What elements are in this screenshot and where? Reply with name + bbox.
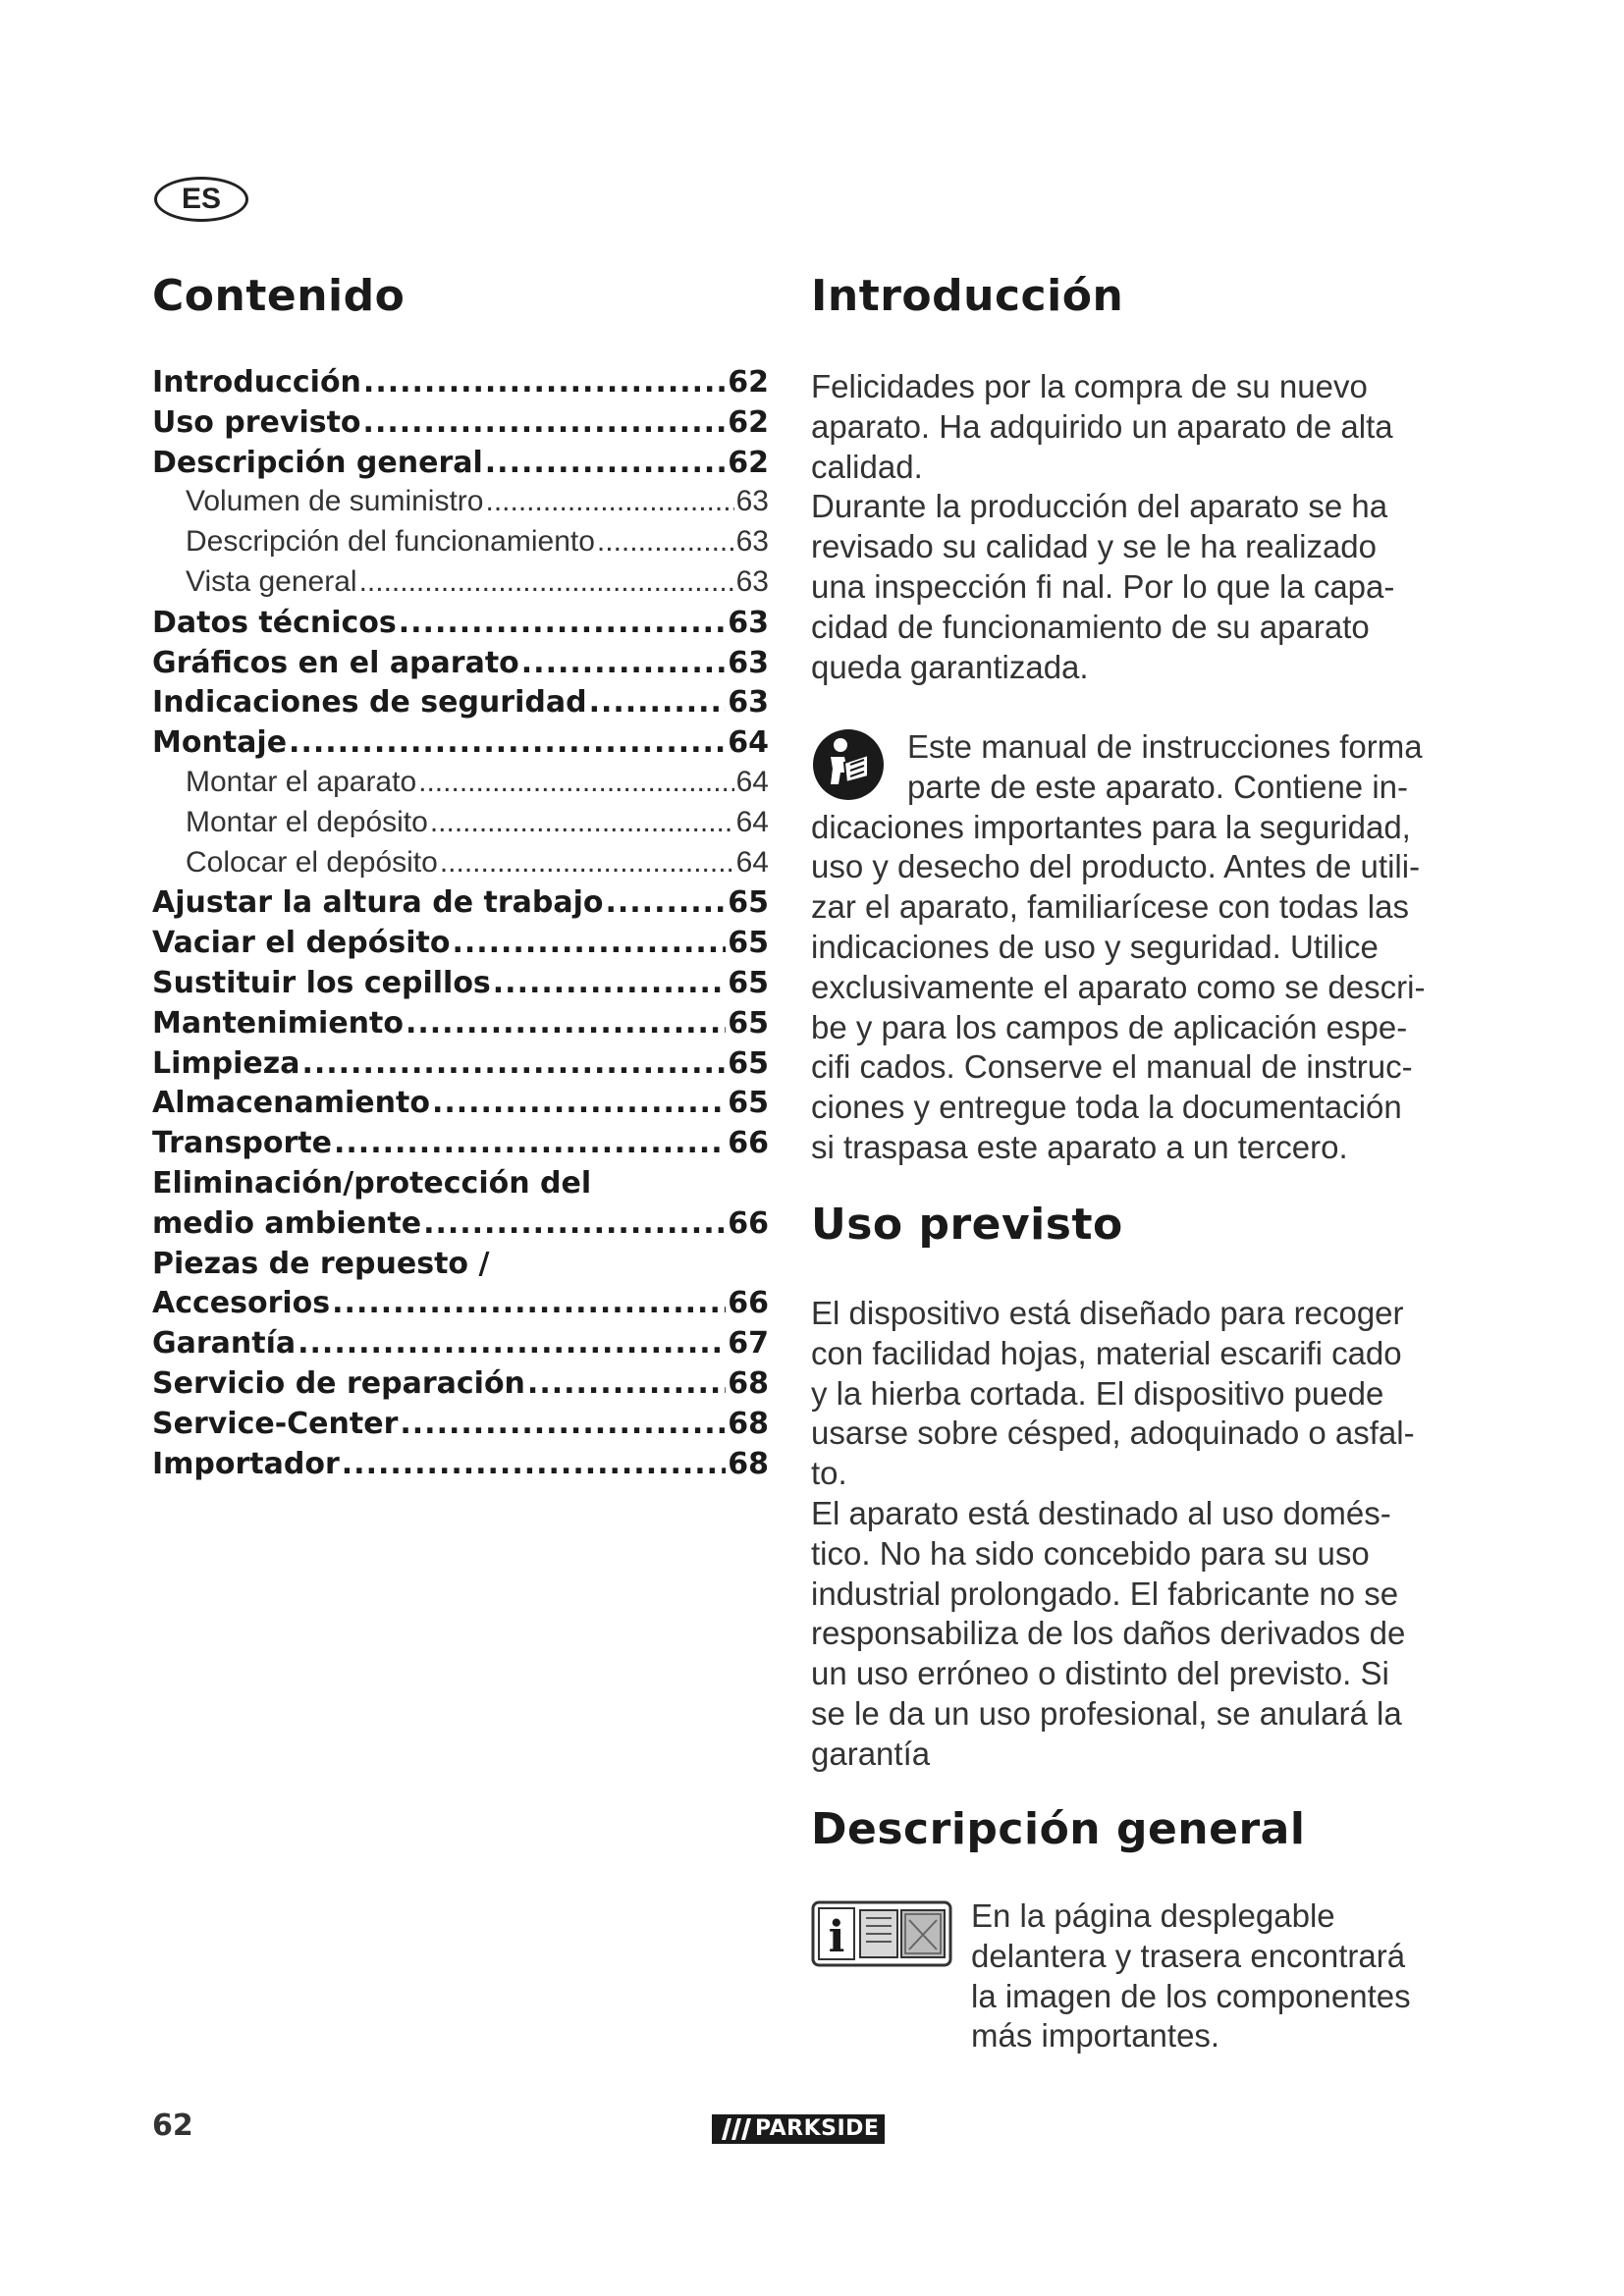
- toc-leader-dots: [521, 646, 726, 680]
- text-line: Este manual de instrucciones forma: [907, 728, 1423, 765]
- text-line: zar el aparato, familiarícese con todas las: [811, 888, 1409, 926]
- text-line: dicaciones importantes para la seguridad,: [811, 808, 1411, 845]
- toc-entry-label: Montar el depósito: [186, 805, 428, 838]
- toc-entry-label: medio ambiente: [152, 1205, 422, 1241]
- text-line: to.: [811, 1455, 847, 1492]
- brand-name: PARKSIDE: [755, 2116, 880, 2141]
- toc-entry-label: Piezas de repuesto /: [152, 1246, 490, 1281]
- toc-entry-page: 66: [728, 1205, 769, 1241]
- toc-entry[interactable]: [152, 926, 769, 966]
- text-line: si traspasa este aparato a un tercero.: [811, 1128, 1348, 1165]
- text-line: calidad.: [811, 448, 923, 485]
- table-of-contents: [152, 365, 769, 1486]
- toc-entry-page: 64: [735, 845, 769, 879]
- toc-entry[interactable]: [152, 725, 769, 766]
- toc-entry[interactable]: [152, 1126, 769, 1166]
- toc-leader-dots: [527, 1366, 726, 1401]
- toc-leader-dots: [597, 525, 734, 559]
- toc-entry[interactable]: [152, 485, 769, 525]
- text-line: responsabiliza de los daños derivados de: [811, 1615, 1406, 1652]
- toc-entry[interactable]: [152, 525, 769, 565]
- toc-entry-label: Vista general: [186, 564, 357, 598]
- toc-entry[interactable]: [152, 806, 769, 846]
- text-line: El dispositivo está diseñado para recoger: [811, 1295, 1404, 1331]
- text-line: delantera y trasera encontrará: [971, 1937, 1406, 1974]
- text-line: En la página desplegable: [971, 1897, 1335, 1934]
- toc-entry-label: Almacenamiento: [152, 1086, 430, 1121]
- text-line: garantía: [811, 1735, 931, 1772]
- text-line: uso y desecho del producto. Antes de utili-: [811, 848, 1421, 885]
- introduccion-paragraph: [811, 367, 1439, 687]
- toc-entry[interactable]: [152, 1447, 769, 1487]
- toc-entry-page: 65: [728, 1005, 769, 1041]
- toc-leader-dots: [452, 926, 726, 960]
- page-number: 62: [152, 2109, 193, 2143]
- toc-leader-dots: [298, 1326, 726, 1361]
- text-line: un uso erróneo o distinto del previsto. Si: [811, 1655, 1389, 1692]
- toc-entry-label: Garantía: [152, 1326, 297, 1362]
- toc-entry-label: Eliminación/protección del: [152, 1165, 592, 1201]
- toc-entry[interactable]: [152, 1006, 769, 1046]
- toc-entry-page: 63: [728, 605, 769, 640]
- text-line: tico. No ha sido concebido para su uso: [811, 1534, 1370, 1572]
- toc-entry-page: 64: [735, 805, 769, 838]
- text-line: indicaciones de uso y seguridad. Utilice: [811, 928, 1379, 965]
- toc-leader-dots: [301, 1046, 726, 1081]
- toc-entry-page: 66: [728, 1126, 769, 1161]
- toc-entry-page: 65: [728, 1086, 769, 1121]
- text-line: con facilidad hojas, material escarifi cado: [811, 1334, 1402, 1371]
- toc-entry[interactable]: [152, 1086, 769, 1126]
- toc-entry-page: 67: [728, 1326, 769, 1362]
- text-line: queda garantizada.: [811, 648, 1089, 685]
- toc-entry-page: 68: [728, 1406, 769, 1441]
- uso-previsto-paragraph: [811, 1294, 1439, 1775]
- fold-out-info-icon: [811, 1896, 952, 1971]
- toc-leader-dots: [289, 725, 726, 760]
- toc-entry[interactable]: [152, 1326, 769, 1366]
- brand-slashes-icon: [716, 2114, 755, 2144]
- toc-entry-label: Sustituir los cepillos: [152, 965, 491, 1000]
- toc-entry-label: Volumen de suministro: [186, 485, 484, 518]
- toc-entry-label: Uso previsto: [152, 404, 361, 440]
- toc-leader-dots: [418, 766, 733, 799]
- section-title-introduccion: Introducción: [811, 271, 1124, 321]
- toc-entry[interactable]: [152, 1366, 769, 1407]
- toc-entry-label: Datos técnicos: [152, 605, 397, 640]
- toc-leader-dots: [493, 966, 726, 1000]
- toc-entry[interactable]: [152, 1247, 769, 1287]
- toc-entry-page: 66: [728, 1286, 769, 1321]
- toc-entry-label: Mantenimiento: [152, 1005, 404, 1041]
- toc-entry-page: 65: [728, 885, 769, 921]
- text-line: be y para los campos de aplicación espe-: [811, 1008, 1408, 1045]
- text-line: Felicidades por la compra de su nuevo: [811, 368, 1368, 404]
- toc-entry-page: 62: [728, 404, 769, 440]
- text-line: y la hierba cortada. El dispositivo puede: [811, 1374, 1384, 1412]
- toc-entry[interactable]: [152, 1407, 769, 1447]
- toc-entry[interactable]: [152, 646, 769, 686]
- text-line: Durante la producción del aparato se ha: [811, 488, 1388, 525]
- toc-entry-label: Descripción del funcionamiento: [186, 525, 595, 559]
- toc-entry-label: Colocar el depósito: [186, 845, 438, 879]
- toc-leader-dots: [400, 1407, 726, 1441]
- toc-entry[interactable]: [152, 846, 769, 886]
- toc-entry[interactable]: [152, 766, 769, 806]
- text-line: se le da un uso profesional, se anulará la: [811, 1694, 1402, 1732]
- toc-entry-label: Limpieza: [152, 1045, 300, 1081]
- toc-entry[interactable]: [152, 405, 769, 446]
- text-line: cifi cados. Conserve el manual de instruc-: [811, 1048, 1413, 1086]
- toc-leader-dots: [332, 1286, 726, 1320]
- toc-entry-page: 64: [728, 725, 769, 761]
- svg-text:i: i: [828, 1912, 845, 1962]
- toc-entry[interactable]: [152, 885, 769, 926]
- toc-entry[interactable]: [152, 1166, 769, 1206]
- section-title-uso-previsto: Uso previsto: [811, 1200, 1123, 1250]
- toc-leader-dots: [334, 1126, 726, 1160]
- toc-leader-dots: [430, 806, 734, 839]
- toc-entry[interactable]: [152, 1206, 769, 1247]
- toc-entry-page: 62: [728, 445, 769, 480]
- toc-title: Contenido: [152, 271, 406, 321]
- toc-entry-label: Vaciar el depósito: [152, 926, 451, 961]
- toc-entry-page: 68: [728, 1446, 769, 1481]
- text-line: revisado su calidad y se le ha realizado: [811, 528, 1378, 565]
- toc-leader-dots: [363, 405, 727, 440]
- text-line: aparato. Ha adquirido un aparato de alta: [811, 407, 1393, 445]
- toc-entry-label: Introducción: [152, 365, 361, 400]
- toc-entry-page: 63: [728, 685, 769, 721]
- toc-leader-dots: [363, 365, 726, 400]
- text-line: exclusivamente el aparato como se descri-: [811, 968, 1426, 1005]
- text-line: ciones y entregue toda la documentación: [811, 1089, 1402, 1126]
- toc-leader-dots: [605, 885, 726, 920]
- toc-entry-label: Descripción general: [152, 445, 483, 480]
- text-line: El aparato está destinado al uso domés-: [811, 1494, 1391, 1531]
- toc-leader-dots: [589, 685, 727, 720]
- toc-leader-dots: [423, 1206, 726, 1241]
- toc-entry-label: Gráficos en el aparato: [152, 645, 519, 680]
- toc-leader-dots: [485, 446, 726, 480]
- toc-entry-page: 62: [728, 365, 769, 400]
- toc-entry-label: Importador: [152, 1446, 340, 1481]
- toc-entry-label: Service-Center: [152, 1406, 399, 1441]
- text-line: cidad de funcionamiento de su aparato: [811, 608, 1370, 645]
- toc-entry-label: Montaje: [152, 725, 288, 761]
- toc-entry-label: Indicaciones de seguridad: [152, 685, 587, 721]
- toc-entry[interactable]: [152, 966, 769, 1006]
- text-line: más importantes.: [971, 2017, 1220, 2055]
- toc-entry-label: Montar el aparato: [186, 765, 417, 798]
- toc-entry-page: 68: [728, 1365, 769, 1401]
- text-line: usarse sobre césped, adoquinado o asfal-: [811, 1415, 1415, 1452]
- toc-leader-dots: [359, 565, 734, 599]
- toc-entry-page: 65: [728, 926, 769, 961]
- toc-leader-dots: [406, 1006, 726, 1041]
- toc-entry-page: 64: [735, 765, 769, 798]
- toc-entry-page: 63: [735, 525, 769, 559]
- toc-entry-page: 63: [728, 645, 769, 680]
- toc-entry-page: 63: [735, 485, 769, 518]
- toc-leader-dots: [440, 846, 734, 880]
- toc-leader-dots: [399, 606, 726, 640]
- toc-entry[interactable]: [152, 565, 769, 606]
- toc-entry-label: Transporte: [152, 1126, 332, 1161]
- toc-entry-label: Servicio de reparación: [152, 1365, 525, 1401]
- toc-leader-dots: [486, 485, 734, 518]
- toc-entry[interactable]: [152, 606, 769, 646]
- text-line: una inspección fi nal. Por lo que la capa-: [811, 567, 1395, 605]
- toc-entry[interactable]: [152, 365, 769, 405]
- toc-entry-page: 65: [728, 965, 769, 1000]
- toc-entry-label: Ajustar la altura de trabajo: [152, 885, 604, 921]
- text-line: la imagen de los componentes: [971, 1977, 1411, 2014]
- toc-entry[interactable]: [152, 446, 769, 486]
- language-badge: ES: [154, 177, 248, 222]
- section-title-descripcion-general: Descripción general: [811, 1804, 1306, 1854]
- text-line: industrial prolongado. El fabricante no se: [811, 1575, 1399, 1612]
- toc-leader-dots: [342, 1447, 726, 1481]
- toc-entry[interactable]: [152, 1046, 769, 1087]
- toc-entry-label: Accesorios: [152, 1286, 331, 1321]
- toc-entry-page: 63: [735, 564, 769, 598]
- toc-leader-dots: [432, 1086, 726, 1120]
- toc-entry[interactable]: [152, 1286, 769, 1326]
- toc-entry[interactable]: [152, 685, 769, 725]
- brand-logo: [712, 2114, 885, 2144]
- introduccion-note: [811, 727, 1439, 1168]
- toc-entry-page: 65: [728, 1045, 769, 1081]
- text-line: parte de este aparato. Contiene in-: [907, 768, 1409, 805]
- descripcion-general-info: [971, 1896, 1462, 2056]
